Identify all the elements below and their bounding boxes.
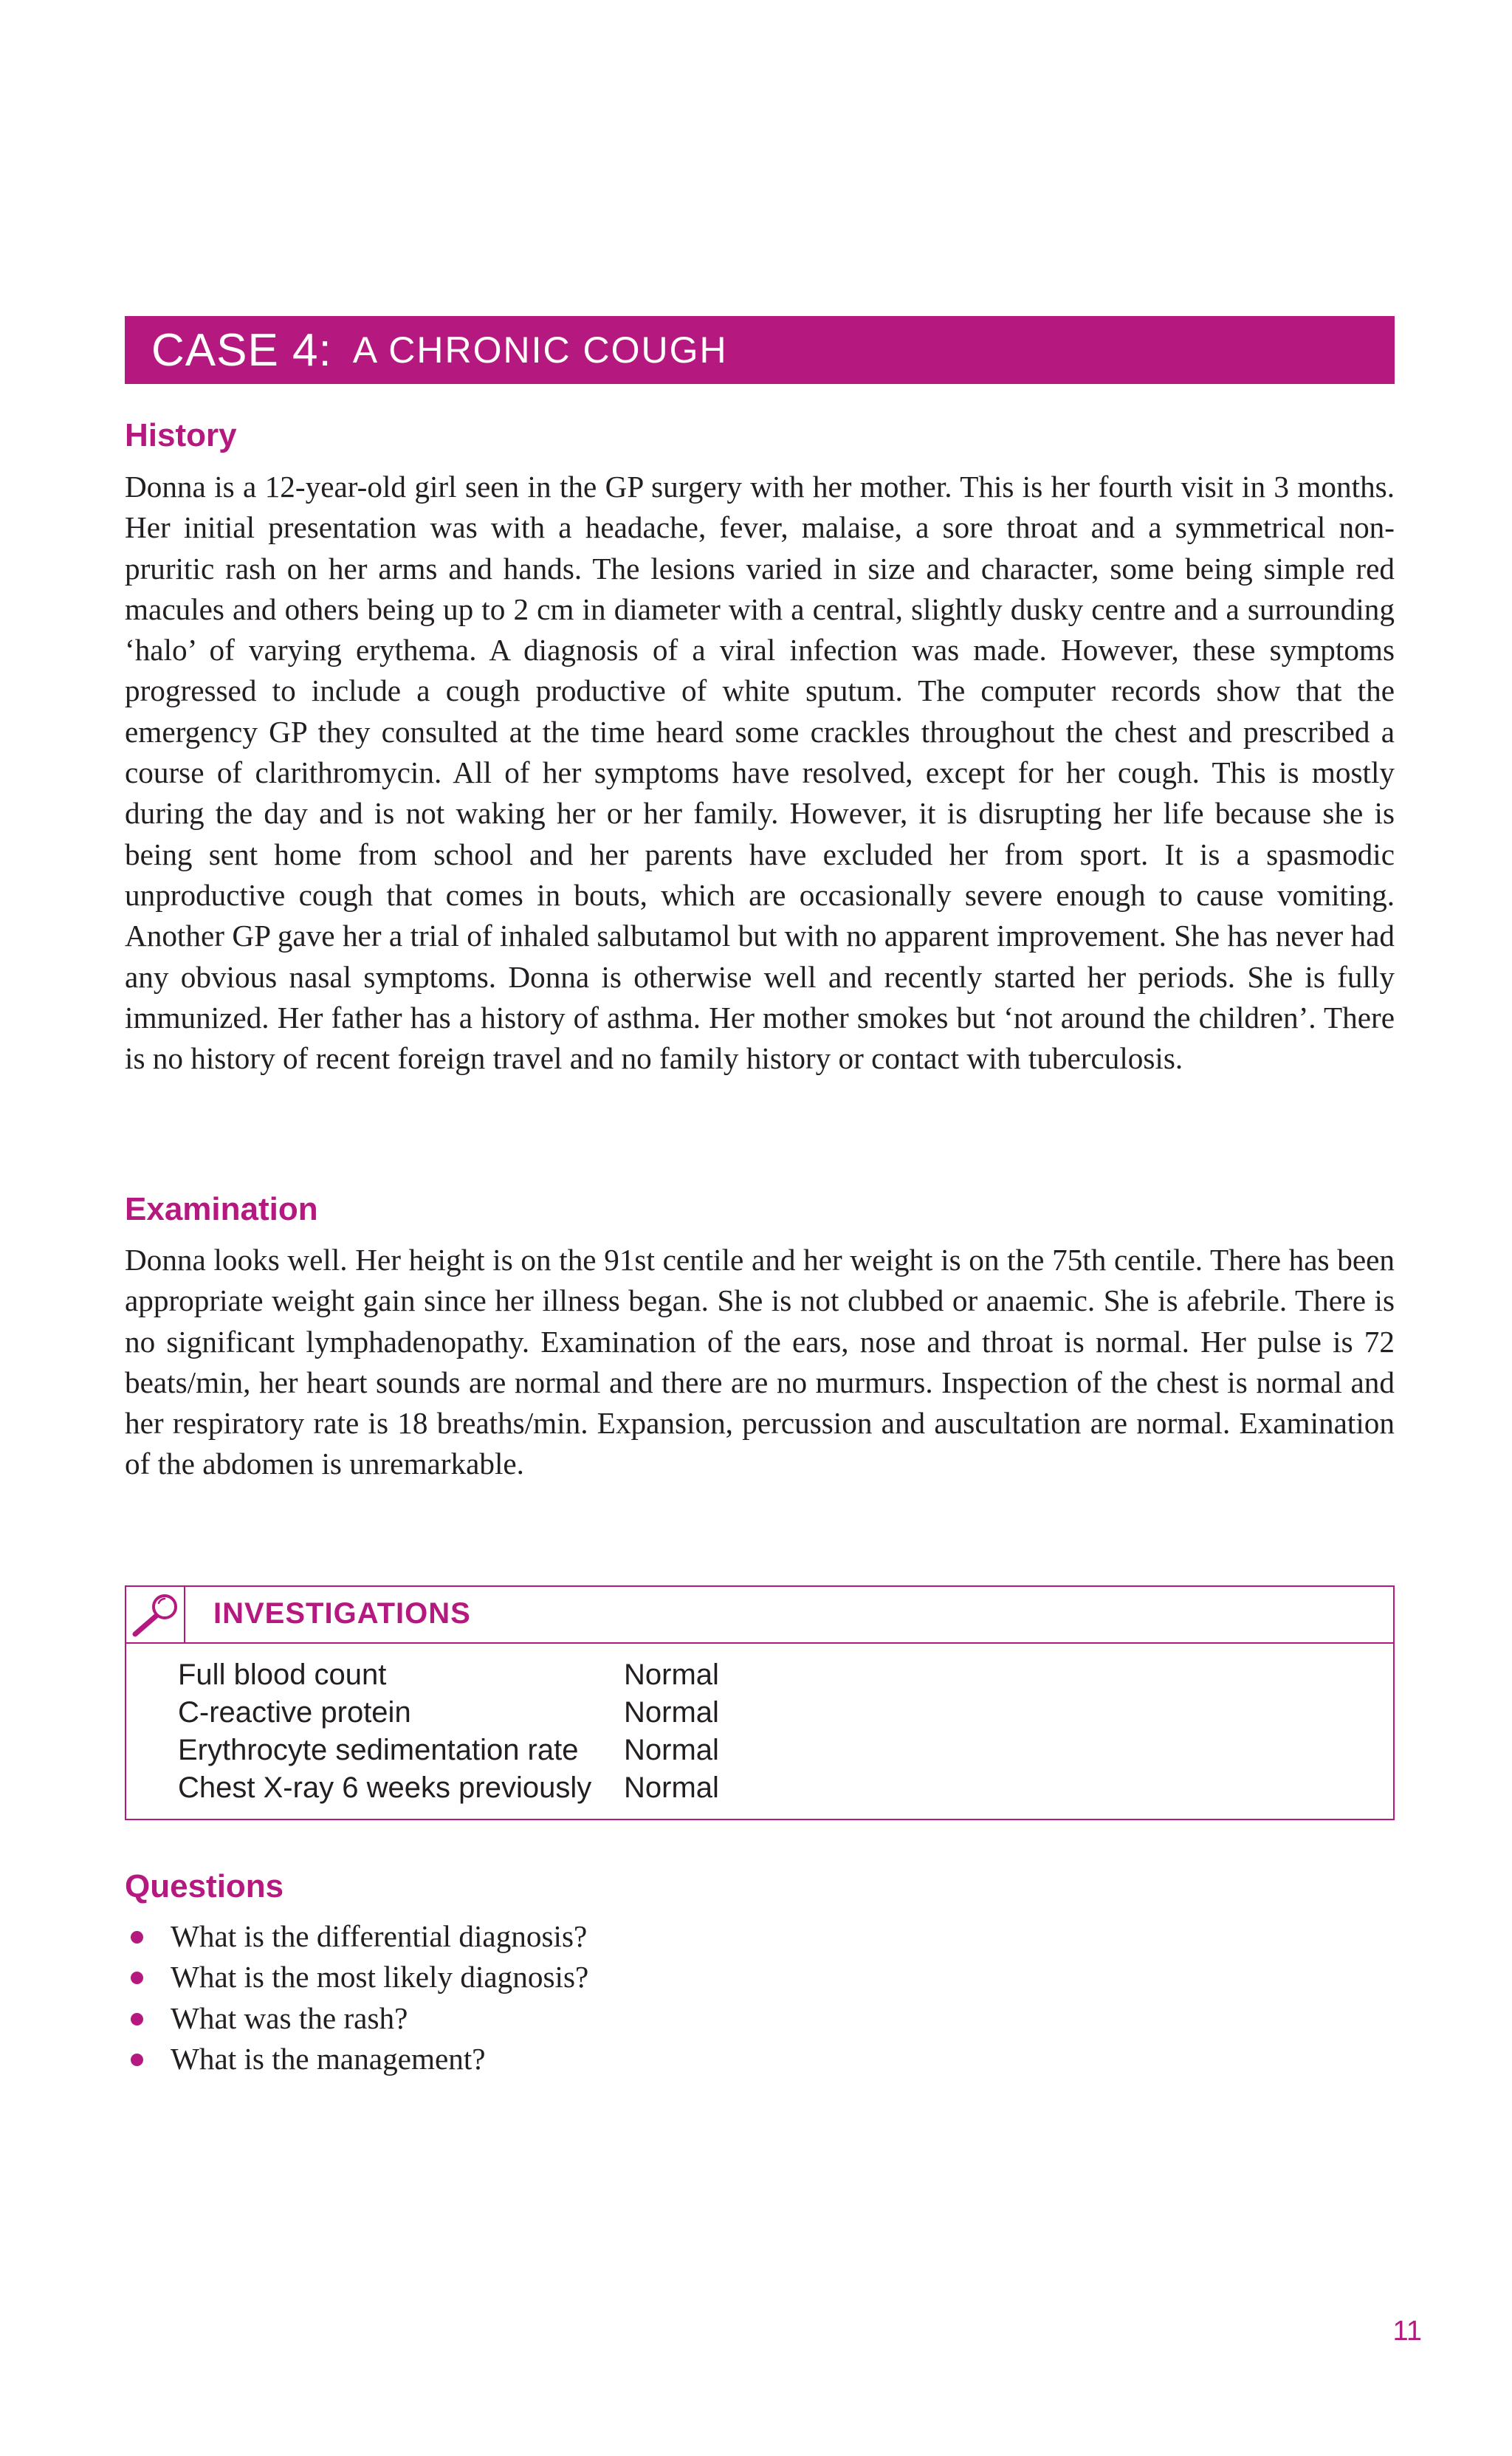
list-item: What was the rash? bbox=[125, 1998, 588, 2039]
page-number: 11 bbox=[1392, 2316, 1422, 2347]
investigation-result: Normal bbox=[624, 1659, 719, 1691]
case-title: A CHRONIC COUGH bbox=[352, 329, 728, 371]
examination-heading: Examination bbox=[125, 1191, 318, 1227]
investigations-table bbox=[178, 1656, 719, 1807]
investigations-title: INVESTIGATIONS bbox=[213, 1597, 471, 1630]
investigations-box bbox=[125, 1585, 1395, 1820]
history-text: Donna is a 12-year-old girl seen in the GP surgery with her mother. This is her fourth visit in 3 months. Her initial presentation was with a headache, fever, malaise, a sore throat and a symmetrical non-pruritic rash on her arms and hands. The lesions varied in size and character, some being simple red macules and others being up to 2 cm in diameter with a central, slightly dusky centre and a surrounding ‘halo’ of varying erythema. A diagnosis of a viral infection was made. However, these symptoms progressed to include a cough productive of white sputum. The computer records show that the emergency GP they consulted at the time heard some crackles throughout the chest and prescribed a course of clarithromycin. All of her symptoms have resolved, except for her cough. This is mostly during the day and is not waking her or her family. However, it is disrupting her life because she is being sent home from school and her parents have excluded her from sport. It is a spasmodic unproductive cough that comes in bouts, which are occasionally severe enough to cause vomiting. Another GP gave her a trial of inhaled salbutamol but with no apparent improvement. She has never had any obvious nasal symptoms. Donna is otherwise well and recently started her periods. She is fully immunized. Her father has a history of asthma. Her mother smokes but ‘not around the children’. There is no history of recent foreign travel and no family history or contact with tuberculosis. bbox=[125, 470, 1395, 1076]
list-item: What is the management? bbox=[125, 2039, 588, 2079]
table-row bbox=[178, 1656, 719, 1694]
case-label: CASE 4: bbox=[151, 324, 332, 376]
investigations-icon-cell bbox=[126, 1587, 185, 1642]
list-item: What is the differential diagnosis? bbox=[125, 1916, 588, 1957]
investigation-test: Full blood count bbox=[178, 1659, 387, 1691]
history-heading: History bbox=[125, 417, 237, 453]
investigation-test: C-reactive protein bbox=[178, 1696, 411, 1729]
investigation-result: Normal bbox=[624, 1734, 719, 1766]
examination-text: Donna looks well. Her height is on the 91st centile and her weight is on the 75th centile. There has been appropriate weight gain since her illness began. She is not clubbed or anaemic. She is afebrile. There is no significant lymphadenopathy. Examination of the ears, nose and throat is normal. Her pulse is 72 beats/min, her heart sounds are normal and there are no murmurs. Inspection of the chest is normal and her respiratory rate is 18 breaths/min. Expansion, percussion and auscultation are normal. Examination of the abdomen is unremarkable. bbox=[125, 1243, 1395, 1481]
investigation-test: Erythrocyte sedimentation rate bbox=[178, 1734, 579, 1766]
investigation-result: Normal bbox=[624, 1771, 719, 1804]
magnifier-icon bbox=[126, 1587, 185, 1642]
table-row bbox=[178, 1732, 719, 1769]
table-row bbox=[178, 1769, 719, 1807]
investigations-header bbox=[126, 1587, 1393, 1644]
case-banner bbox=[125, 316, 1395, 384]
investigation-result: Normal bbox=[624, 1696, 719, 1729]
table-row bbox=[178, 1694, 719, 1732]
questions-list bbox=[125, 1916, 588, 2079]
questions-heading: Questions bbox=[125, 1868, 284, 1904]
list-item: What is the most likely diagnosis? bbox=[125, 1957, 588, 1997]
investigation-test: Chest X-ray 6 weeks previously bbox=[178, 1771, 592, 1804]
